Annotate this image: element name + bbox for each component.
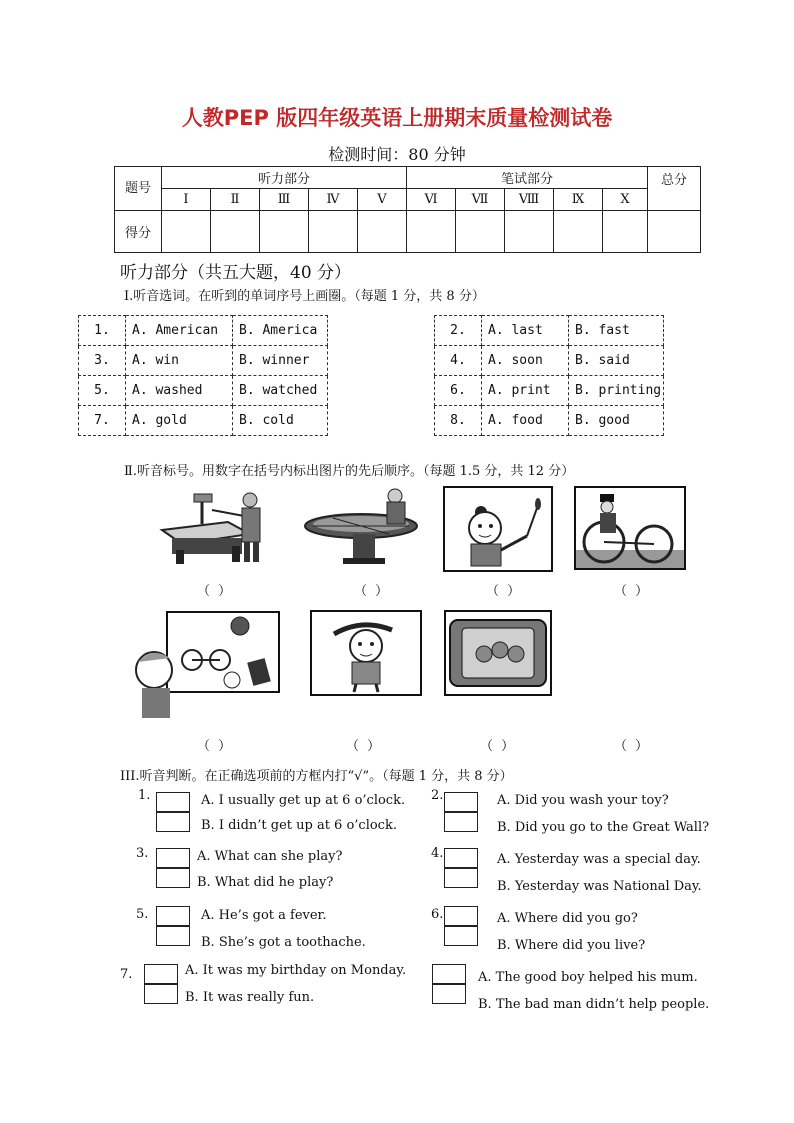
table-row: [435, 316, 664, 346]
exam-duration: 检测时间：80 分钟: [328, 145, 466, 164]
option-a[interactable]: A. win: [126, 346, 233, 376]
header-defen: 得分: [115, 211, 162, 253]
answer-blank[interactable]: （ ）: [614, 739, 651, 754]
answer-blank[interactable]: （ ）: [197, 584, 234, 599]
score-cell[interactable]: [603, 211, 648, 253]
table-row: [79, 376, 328, 406]
option-b: B. It was really fun.: [185, 990, 315, 1005]
item-number: 1.: [138, 788, 151, 803]
option-a[interactable]: A. soon: [482, 346, 569, 376]
part1-left-table: [78, 315, 328, 436]
television-picture: [444, 610, 552, 696]
checkbox-b[interactable]: [156, 926, 190, 946]
roman-9: Ⅸ: [554, 189, 603, 211]
checkbox-a[interactable]: [144, 964, 178, 984]
checkbox-a[interactable]: [156, 792, 190, 812]
roman-4: Ⅳ: [309, 189, 358, 211]
table-row: [79, 346, 328, 376]
option-b: B. What did he play?: [197, 875, 334, 890]
item-number: 3.: [79, 346, 126, 376]
roman-8: Ⅷ: [505, 189, 554, 211]
option-b[interactable]: B. America: [233, 316, 328, 346]
score-table: [114, 166, 701, 253]
option-b: B. Did you go to the Great Wall?: [497, 820, 710, 835]
checkbox-a[interactable]: [432, 964, 466, 984]
table-row: [435, 376, 664, 406]
option-b: B. I didn’t get up at 6 o’clock.: [201, 818, 397, 833]
answer-blank[interactable]: （ ）: [486, 584, 523, 599]
option-b[interactable]: B. printing: [569, 376, 664, 406]
checkbox-b[interactable]: [144, 984, 178, 1004]
option-a: A. What can she play?: [197, 849, 343, 864]
checkbox-b[interactable]: [444, 868, 478, 888]
option-b[interactable]: B. said: [569, 346, 664, 376]
option-a[interactable]: A. American: [126, 316, 233, 346]
item-number: 5.: [79, 376, 126, 406]
option-b: B. Where did you live?: [497, 938, 646, 953]
header-writing: 笔试部分: [407, 167, 648, 189]
bicycle-rider-picture: [574, 486, 686, 570]
item-number: 3.: [136, 846, 149, 861]
checkbox-a[interactable]: [156, 848, 190, 868]
option-b[interactable]: B. watched: [233, 376, 328, 406]
answer-blank[interactable]: （ ）: [346, 739, 383, 754]
score-cell[interactable]: [162, 211, 211, 253]
option-b: B. The bad man didn’t help people.: [478, 997, 710, 1012]
score-cell[interactable]: [505, 211, 554, 253]
checkbox-a[interactable]: [444, 792, 478, 812]
item-number: 7.: [79, 406, 126, 436]
option-b: B. Yesterday was National Day.: [497, 879, 702, 894]
option-b[interactable]: B. winner: [233, 346, 328, 376]
option-b[interactable]: B. good: [569, 406, 664, 436]
boy-with-brush-picture: [443, 486, 553, 572]
answer-blank[interactable]: （ ）: [480, 739, 517, 754]
girl-picture: [310, 610, 422, 696]
checkbox-b[interactable]: [444, 812, 478, 832]
boy-dreaming-of-toys-picture: [132, 610, 282, 720]
score-cell[interactable]: [407, 211, 456, 253]
option-a[interactable]: A. last: [482, 316, 569, 346]
checkbox-b[interactable]: [156, 812, 190, 832]
item-number: 6.: [435, 376, 482, 406]
table-row: [435, 346, 664, 376]
header-total: 总分: [648, 167, 701, 211]
score-cell[interactable]: [260, 211, 309, 253]
item-number: 4.: [435, 346, 482, 376]
score-cell[interactable]: [648, 211, 701, 253]
part1-heading: Ⅰ.听音选词。在听到的单词序号上画圈。（每题 1 分，共 8 分）: [124, 289, 485, 304]
roman-6: Ⅵ: [407, 189, 456, 211]
checkbox-a[interactable]: [156, 906, 190, 926]
spinning-wheel-picture: [303, 486, 425, 568]
score-cell[interactable]: [358, 211, 407, 253]
roman-10: Ⅹ: [603, 189, 648, 211]
item-number: 4.: [431, 846, 444, 861]
score-cell[interactable]: [554, 211, 603, 253]
option-a: A. It was my birthday on Monday.: [185, 963, 407, 978]
answer-blank[interactable]: （ ）: [354, 584, 391, 599]
option-a: A. Did you wash your toy?: [497, 793, 669, 808]
option-b[interactable]: B. cold: [233, 406, 328, 436]
roman-2: Ⅱ: [211, 189, 260, 211]
item-number: 1.: [79, 316, 126, 346]
option-a: A. Where did you go?: [497, 911, 638, 926]
item-number: 5.: [136, 907, 149, 922]
printing-press-picture: [158, 488, 268, 568]
item-number: 2.: [431, 788, 444, 803]
part2-heading: Ⅱ.听音标号。用数字在括号内标出图片的先后顺序。（每题 1.5 分，共 12 分）: [124, 464, 575, 479]
option-a[interactable]: A. print: [482, 376, 569, 406]
roman-5: Ⅴ: [358, 189, 407, 211]
option-a: A. He’s got a fever.: [201, 908, 327, 923]
checkbox-a[interactable]: [444, 848, 478, 868]
roman-3: Ⅲ: [260, 189, 309, 211]
header-timu: 题号: [115, 167, 162, 211]
item-number: 8.: [435, 406, 482, 436]
item-number: 7.: [120, 967, 133, 982]
checkbox-b[interactable]: [432, 984, 466, 1004]
option-a[interactable]: A. washed: [126, 376, 233, 406]
part1-right-table: [434, 315, 664, 436]
part3-heading: III.听音判断。在正确选项前的方框内打“√”。（每题 1 分，共 8 分）: [120, 769, 513, 784]
item-number: 6.: [431, 907, 444, 922]
table-row: [79, 316, 328, 346]
option-a[interactable]: A. food: [482, 406, 569, 436]
listening-section-heading: 听力部分（共五大题，40 分）: [120, 263, 352, 283]
option-a: A. Yesterday was a special day.: [497, 852, 701, 867]
roman-1: Ⅰ: [162, 189, 211, 211]
header-listening: 听力部分: [162, 167, 407, 189]
option-a: A. The good boy helped his mum.: [478, 970, 698, 985]
answer-blank[interactable]: （ ）: [614, 584, 651, 599]
roman-7: Ⅶ: [456, 189, 505, 211]
checkbox-b[interactable]: [156, 868, 190, 888]
page-title: 人教PEP 版四年级英语上册期末质量检测试卷: [181, 106, 613, 130]
option-b: B. She’s got a toothache.: [201, 935, 366, 950]
item-number: 2.: [435, 316, 482, 346]
table-row: [79, 406, 328, 436]
answer-blank[interactable]: （ ）: [197, 739, 234, 754]
option-a: A. I usually get up at 6 o’clock.: [201, 793, 406, 808]
option-b[interactable]: B. fast: [569, 316, 664, 346]
checkbox-b[interactable]: [444, 926, 478, 946]
score-cell[interactable]: [211, 211, 260, 253]
score-cell[interactable]: [309, 211, 358, 253]
option-a[interactable]: A. gold: [126, 406, 233, 436]
checkbox-a[interactable]: [444, 906, 478, 926]
score-cell[interactable]: [456, 211, 505, 253]
table-row: [435, 406, 664, 436]
